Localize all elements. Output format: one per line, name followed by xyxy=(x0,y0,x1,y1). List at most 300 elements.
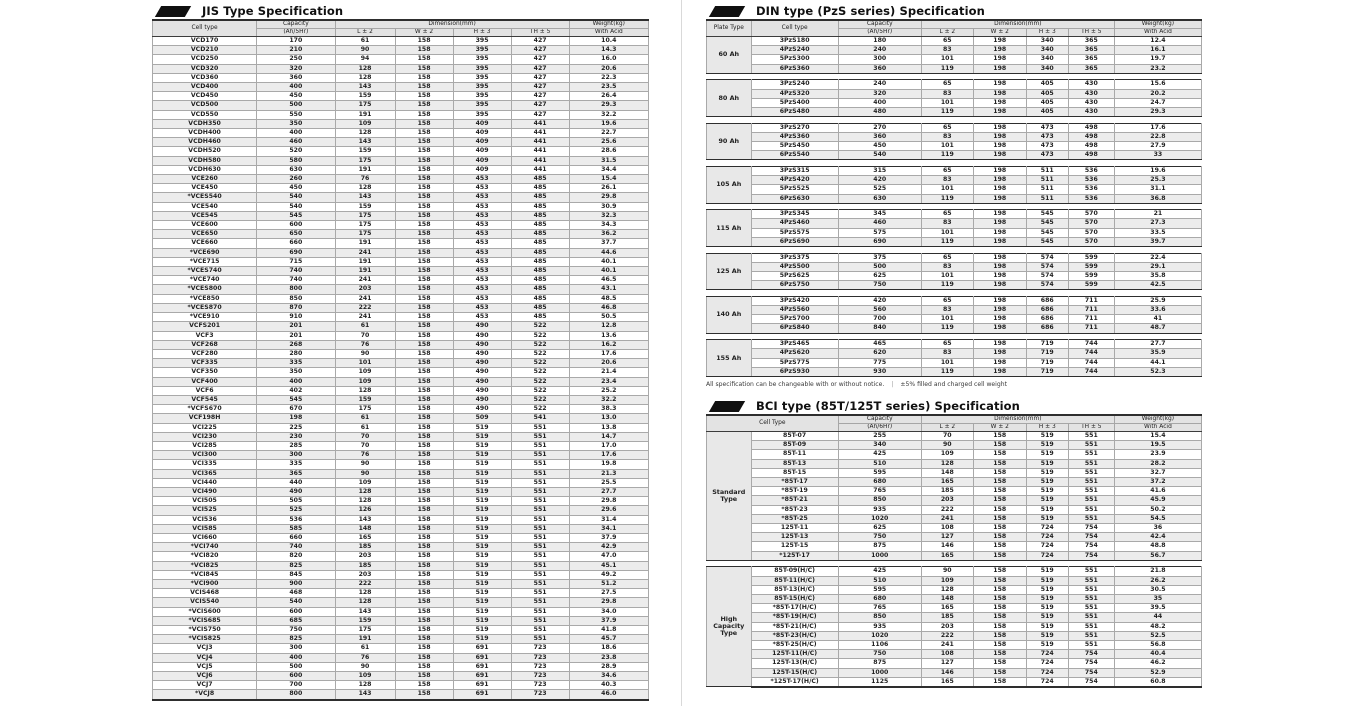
cell-value: 551 xyxy=(511,561,569,570)
cell-value: 691 xyxy=(453,672,511,681)
cell-value: 165 xyxy=(921,478,973,487)
cell-value: 551 xyxy=(511,487,569,496)
cell-value: 519 xyxy=(1026,432,1068,441)
cell-value: 409 xyxy=(453,138,511,147)
cell-value: 402 xyxy=(257,386,335,395)
cell-type: *VCE715 xyxy=(153,257,257,266)
cell-value: 625 xyxy=(838,524,921,533)
cell-value: 441 xyxy=(511,119,569,128)
cell-type: *VCIS825 xyxy=(153,635,257,644)
cell-type: *VCI900 xyxy=(153,579,257,588)
cell-value: 551 xyxy=(1068,450,1114,459)
table-row xyxy=(707,228,1202,237)
cell-value: 485 xyxy=(511,267,569,276)
cell-value: 101 xyxy=(335,359,395,368)
cell-value: 158 xyxy=(395,589,453,598)
cell-value: 39.7 xyxy=(1114,237,1201,246)
cell-value: 46.2 xyxy=(1114,659,1201,668)
cell-value: 198 xyxy=(973,166,1026,175)
cell-value: 20.2 xyxy=(1114,89,1201,98)
cell-value: 33.6 xyxy=(1114,306,1201,315)
table-row xyxy=(707,176,1202,185)
cell-value: 119 xyxy=(921,64,973,73)
cell-value: 158 xyxy=(395,267,453,276)
cell-value: 522 xyxy=(511,377,569,386)
cell-value: 450 xyxy=(838,142,921,151)
cell-value: 441 xyxy=(511,165,569,174)
right-column xyxy=(706,0,1202,688)
cell-value: 198 xyxy=(973,142,1026,151)
cell-value: 551 xyxy=(511,570,569,579)
table-row xyxy=(707,478,1202,487)
cell-value: 198 xyxy=(973,37,1026,46)
cell-value: 29.6 xyxy=(569,506,648,515)
cell-value: 723 xyxy=(511,690,569,700)
cell-value: 119 xyxy=(921,107,973,116)
cell-value: 460 xyxy=(838,219,921,228)
cell-value: 198 xyxy=(973,219,1026,228)
cell-value: 395 xyxy=(453,92,511,101)
cell-type: *VCI825 xyxy=(153,561,257,570)
cell-value: 159 xyxy=(335,616,395,625)
cell-value: 340 xyxy=(1026,37,1068,46)
cell-value: 473 xyxy=(1026,123,1068,132)
cell-value: 686 xyxy=(1026,306,1068,315)
cell-value: 400 xyxy=(257,653,335,662)
cell-type: VCI285 xyxy=(153,441,257,450)
cell-value: 101 xyxy=(921,98,973,107)
cell-value: 285 xyxy=(257,441,335,450)
cell-value: 158 xyxy=(395,331,453,340)
col-header-capacity: Capacity xyxy=(838,20,921,29)
cell-type: 85T-07 xyxy=(751,432,838,441)
cell-value: 109 xyxy=(335,368,395,377)
cell-value: 723 xyxy=(511,681,569,690)
cell-type: *VCFS670 xyxy=(153,405,257,414)
cell-value: 723 xyxy=(511,672,569,681)
cell-value: 599 xyxy=(1068,262,1114,271)
cell-value: 724 xyxy=(1026,677,1068,687)
cell-value: 158 xyxy=(395,690,453,700)
cell-value: 450 xyxy=(257,184,335,193)
table-row xyxy=(153,340,649,349)
col-header-weight-sub: With Acid xyxy=(1114,424,1201,432)
cell-value: 36.8 xyxy=(1114,194,1201,203)
plate-type-cell: Standard Type xyxy=(707,432,752,561)
cell-type: *VCE740 xyxy=(153,276,257,285)
cell-value: 490 xyxy=(453,349,511,358)
cell-type: VCIS468 xyxy=(153,589,257,598)
cell-value: 545 xyxy=(257,395,335,404)
cell-value: 754 xyxy=(1068,551,1114,560)
table-row xyxy=(707,185,1202,194)
table-row xyxy=(707,132,1202,141)
cell-value: 61 xyxy=(335,322,395,331)
cell-value: 47.0 xyxy=(569,552,648,561)
cell-value: 453 xyxy=(453,193,511,202)
cell-value: 44.6 xyxy=(569,248,648,257)
col-header-capacity-rate: (Ah/6Hr) xyxy=(838,424,921,432)
cell-value: 574 xyxy=(1026,281,1068,290)
cell-value: 545 xyxy=(1026,237,1068,246)
cell-type: 5PzS450 xyxy=(751,142,838,151)
cell-value: 41.8 xyxy=(569,626,648,635)
cell-value: 158 xyxy=(973,533,1026,542)
cell-type: *VCE910 xyxy=(153,313,257,322)
cell-value: 930 xyxy=(838,367,921,376)
cell-value: 453 xyxy=(453,202,511,211)
cell-value: 17.6 xyxy=(1114,123,1201,132)
cell-value: 754 xyxy=(1068,677,1114,687)
cell-value: 28.6 xyxy=(569,147,648,156)
cell-value: 875 xyxy=(838,542,921,551)
cell-value: 49.2 xyxy=(569,570,648,579)
cell-value: 711 xyxy=(1068,315,1114,324)
cell-value: 551 xyxy=(1068,594,1114,603)
plate-type-cell: 155 Ah xyxy=(707,340,752,377)
cell-value: 76 xyxy=(335,451,395,460)
cell-value: 158 xyxy=(395,83,453,92)
cell-type: 6PzS840 xyxy=(751,324,838,333)
cell-value: 158 xyxy=(395,303,453,312)
cell-value: 405 xyxy=(1026,80,1068,89)
table-row xyxy=(153,239,649,248)
cell-value: 490 xyxy=(453,340,511,349)
cell-value: 540 xyxy=(257,193,335,202)
cell-type: 3PzS240 xyxy=(751,80,838,89)
table-row xyxy=(153,129,649,138)
cell-value: 453 xyxy=(453,257,511,266)
table-row xyxy=(707,142,1202,151)
col-header-l: L ± 2 xyxy=(921,424,973,432)
cell-type: 85T-09(H/C) xyxy=(751,567,838,576)
cell-value: 17.6 xyxy=(569,349,648,358)
table-row xyxy=(153,460,649,469)
cell-value: 519 xyxy=(1026,613,1068,622)
cell-value: 691 xyxy=(453,681,511,690)
table-row xyxy=(153,644,649,653)
cell-value: 175 xyxy=(335,156,395,165)
cell-value: 198 xyxy=(973,271,1026,280)
cell-value: 754 xyxy=(1068,542,1114,551)
cell-type: VCF350 xyxy=(153,368,257,377)
cell-value: 340 xyxy=(1026,64,1068,73)
cell-value: 551 xyxy=(511,432,569,441)
cell-value: 519 xyxy=(1026,585,1068,594)
cell-value: 198 xyxy=(973,367,1026,376)
cell-value: 490 xyxy=(453,386,511,395)
table-row xyxy=(153,175,649,184)
cell-value: 14.3 xyxy=(569,46,648,55)
table-row xyxy=(707,151,1202,160)
cell-value: 158 xyxy=(395,119,453,128)
cell-value: 450 xyxy=(257,92,335,101)
cell-value: 158 xyxy=(395,515,453,524)
cell-value: 453 xyxy=(453,184,511,193)
cell-value: 198 xyxy=(973,349,1026,358)
table-row xyxy=(153,276,649,285)
cell-value: 198 xyxy=(973,151,1026,160)
cell-value: 32.2 xyxy=(569,395,648,404)
table-row xyxy=(707,349,1202,358)
table-row xyxy=(153,524,649,533)
cell-value: 453 xyxy=(453,248,511,257)
cell-value: 45.9 xyxy=(1114,496,1201,505)
cell-value: 551 xyxy=(511,423,569,432)
cell-value: 1106 xyxy=(838,640,921,649)
cell-value: 711 xyxy=(1068,324,1114,333)
cell-value: 360 xyxy=(838,132,921,141)
cell-value: 198 xyxy=(973,176,1026,185)
cell-type: VCD320 xyxy=(153,64,257,73)
cell-value: 94 xyxy=(335,55,395,64)
cell-value: 158 xyxy=(973,659,1026,668)
cell-value: 520 xyxy=(257,147,335,156)
din-footnote xyxy=(706,381,1202,388)
cell-value: 600 xyxy=(257,221,335,230)
cell-value: 109 xyxy=(921,450,973,459)
cell-value: 536 xyxy=(1068,166,1114,175)
cell-value: 825 xyxy=(257,561,335,570)
cell-value: 551 xyxy=(511,579,569,588)
cell-type: 4PzS420 xyxy=(751,176,838,185)
cell-value: 519 xyxy=(453,451,511,460)
cell-value: 128 xyxy=(335,487,395,496)
cell-value: 198 xyxy=(973,107,1026,116)
cell-value: 40.4 xyxy=(1114,650,1201,659)
cell-value: 23.5 xyxy=(569,83,648,92)
cell-value: 198 xyxy=(973,296,1026,305)
cell-value: 191 xyxy=(335,267,395,276)
cell-value: 425 xyxy=(838,450,921,459)
cell-value: 198 xyxy=(973,324,1026,333)
cell-value: 143 xyxy=(335,83,395,92)
cell-value: 76 xyxy=(335,653,395,662)
cell-value: 180 xyxy=(838,37,921,46)
cell-value: 33.5 xyxy=(1114,228,1201,237)
cell-type: 85T-15 xyxy=(751,468,838,477)
cell-value: 65 xyxy=(921,37,973,46)
cell-value: 473 xyxy=(1026,151,1068,160)
cell-value: 395 xyxy=(453,110,511,119)
cell-value: 158 xyxy=(973,551,1026,560)
cell-value: 158 xyxy=(973,478,1026,487)
cell-value: 128 xyxy=(335,681,395,690)
cell-value: 158 xyxy=(973,604,1026,613)
cell-value: 33 xyxy=(1114,151,1201,160)
cell-value: 35.9 xyxy=(1114,349,1201,358)
table-row xyxy=(707,613,1202,622)
cell-value: 754 xyxy=(1068,524,1114,533)
cell-value: 101 xyxy=(921,185,973,194)
cell-value: 158 xyxy=(973,567,1026,576)
cell-value: 22.7 xyxy=(569,129,648,138)
cell-value: 519 xyxy=(453,607,511,616)
cell-value: 550 xyxy=(257,110,335,119)
table-row xyxy=(153,138,649,147)
cell-value: 90 xyxy=(335,349,395,358)
cell-value: 485 xyxy=(511,313,569,322)
cell-value: 143 xyxy=(335,690,395,700)
table-row xyxy=(153,690,649,700)
cell-value: 519 xyxy=(1026,496,1068,505)
cell-value: 108 xyxy=(921,524,973,533)
cell-value: 158 xyxy=(395,257,453,266)
table-row xyxy=(707,64,1202,73)
cell-value: 127 xyxy=(921,659,973,668)
cell-value: 198 xyxy=(973,89,1026,98)
cell-value: 158 xyxy=(395,681,453,690)
cell-value: 65 xyxy=(921,340,973,349)
cell-value: 485 xyxy=(511,211,569,220)
table-row xyxy=(707,668,1202,677)
cell-type: *85T-17(H/C) xyxy=(751,604,838,613)
table-row xyxy=(153,681,649,690)
cell-value: 191 xyxy=(335,257,395,266)
cell-value: 42.4 xyxy=(1114,533,1201,542)
cell-value: 519 xyxy=(453,478,511,487)
cell-value: 175 xyxy=(335,230,395,239)
cell-value: 165 xyxy=(921,604,973,613)
page-divider xyxy=(681,0,682,706)
cell-value: 158 xyxy=(395,635,453,644)
cell-value: 870 xyxy=(257,303,335,312)
cell-type: 85T-11(H/C) xyxy=(751,576,838,585)
cell-value: 754 xyxy=(1068,650,1114,659)
cell-value: 575 xyxy=(838,228,921,237)
cell-value: 61 xyxy=(335,423,395,432)
table-row xyxy=(153,598,649,607)
cell-value: 158 xyxy=(395,460,453,469)
jis-section xyxy=(152,0,649,701)
cell-value: 158 xyxy=(395,147,453,156)
table-row xyxy=(153,552,649,561)
table-row xyxy=(153,267,649,276)
cell-value: 158 xyxy=(395,441,453,450)
cell-value: 910 xyxy=(257,313,335,322)
cell-value: 498 xyxy=(1068,132,1114,141)
cell-value: 31.5 xyxy=(569,156,648,165)
cell-value: 158 xyxy=(395,37,453,46)
cell-type: 125T-15 xyxy=(751,542,838,551)
cell-value: 16.0 xyxy=(569,55,648,64)
cell-type: 3PzS465 xyxy=(751,340,838,349)
cell-value: 441 xyxy=(511,138,569,147)
table-row xyxy=(707,468,1202,477)
table-row xyxy=(153,626,649,635)
cell-value: 365 xyxy=(1068,37,1114,46)
col-header-th: TH ± 5 xyxy=(1068,29,1114,37)
cell-value: 60.8 xyxy=(1114,677,1201,687)
cell-value: 65 xyxy=(921,166,973,175)
table-row xyxy=(707,281,1202,290)
cell-value: 65 xyxy=(921,123,973,132)
cell-type: VCJ4 xyxy=(153,653,257,662)
jis-table-body xyxy=(153,37,649,700)
cell-value: 25.3 xyxy=(1114,176,1201,185)
cell-value: 222 xyxy=(921,505,973,514)
table-row xyxy=(707,123,1202,132)
cell-type: 125T-13(H/C) xyxy=(751,659,838,668)
table-row xyxy=(153,156,649,165)
cell-value: 473 xyxy=(1026,132,1068,141)
cell-value: 519 xyxy=(1026,468,1068,477)
cell-value: 519 xyxy=(1026,441,1068,450)
cell-value: 198 xyxy=(973,228,1026,237)
cell-value: 490 xyxy=(257,487,335,496)
cell-value: 691 xyxy=(453,662,511,671)
cell-value: 690 xyxy=(838,237,921,246)
cell-value: 551 xyxy=(511,506,569,515)
cell-value: 65 xyxy=(921,210,973,219)
cell-value: 740 xyxy=(257,267,335,276)
cell-value: 600 xyxy=(257,672,335,681)
cell-value: 19.5 xyxy=(1114,441,1201,450)
cell-value: 185 xyxy=(335,543,395,552)
cell-value: 935 xyxy=(838,622,921,631)
cell-value: 540 xyxy=(257,598,335,607)
cell-value: 230 xyxy=(257,432,335,441)
cell-value: 485 xyxy=(511,202,569,211)
din-title-row xyxy=(706,0,1202,16)
cell-value: 222 xyxy=(335,579,395,588)
cell-value: 519 xyxy=(453,543,511,552)
cell-value: 519 xyxy=(1026,640,1068,649)
cell-value: 83 xyxy=(921,176,973,185)
cell-type: 3PzS315 xyxy=(751,166,838,175)
cell-value: 468 xyxy=(257,589,335,598)
cell-type: VCF545 xyxy=(153,395,257,404)
cell-type: VCD210 xyxy=(153,46,257,55)
cell-value: 519 xyxy=(453,533,511,542)
cell-value: 320 xyxy=(257,64,335,73)
cell-value: 44 xyxy=(1114,613,1201,622)
table-row xyxy=(153,313,649,322)
cell-type: VCI490 xyxy=(153,487,257,496)
cell-value: 430 xyxy=(1068,98,1114,107)
cell-value: 241 xyxy=(335,294,395,303)
cell-value: 45.1 xyxy=(569,561,648,570)
cell-value: 25.2 xyxy=(569,386,648,395)
table-row xyxy=(707,542,1202,551)
cell-value: 165 xyxy=(921,551,973,560)
plate-type-cell: 140 Ah xyxy=(707,296,752,333)
cell-value: 13.0 xyxy=(569,414,648,423)
cell-value: 395 xyxy=(453,55,511,64)
cell-value: 158 xyxy=(973,542,1026,551)
cell-value: 175 xyxy=(335,405,395,414)
cell-value: 650 xyxy=(257,230,335,239)
table-row xyxy=(707,659,1202,668)
table-row xyxy=(153,441,649,450)
cell-value: 420 xyxy=(838,176,921,185)
table-row xyxy=(153,423,649,432)
cell-value: 158 xyxy=(395,248,453,257)
cell-value: 191 xyxy=(335,635,395,644)
cell-value: 519 xyxy=(453,432,511,441)
cell-value: 158 xyxy=(395,561,453,570)
cell-value: 800 xyxy=(257,285,335,294)
cell-value: 119 xyxy=(921,324,973,333)
cell-type: VCJ5 xyxy=(153,662,257,671)
cell-value: 427 xyxy=(511,46,569,55)
cell-value: 551 xyxy=(511,524,569,533)
cell-type: VCI225 xyxy=(153,423,257,432)
cell-value: 158 xyxy=(973,622,1026,631)
col-header-capacity-rate: (Ah/5Hr) xyxy=(838,29,921,37)
cell-value: 691 xyxy=(453,644,511,653)
cell-value: 175 xyxy=(335,626,395,635)
